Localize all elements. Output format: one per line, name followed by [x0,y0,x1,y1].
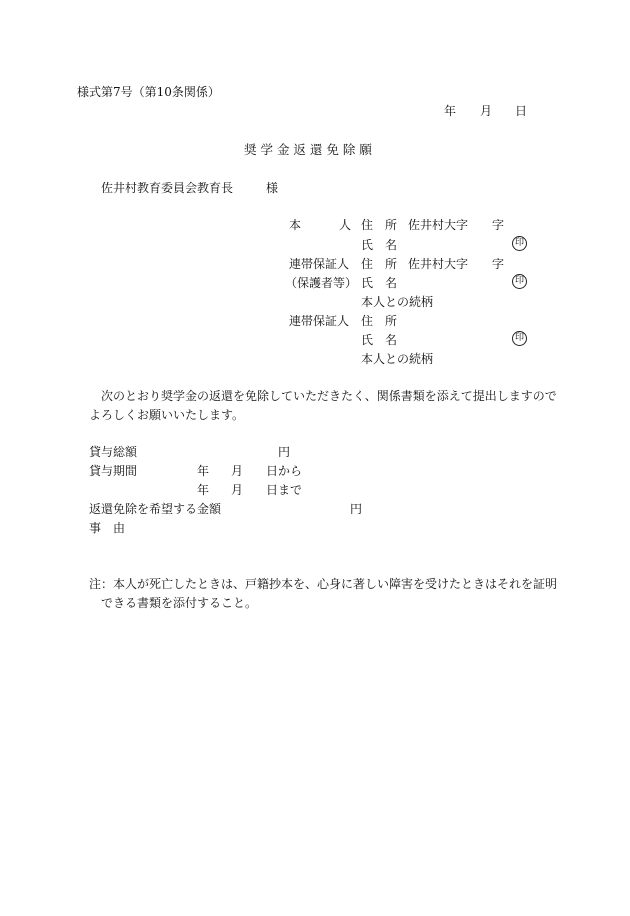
applicant-address-label: 住 所 [361,218,398,232]
exemption-amount-yen: 円 [350,502,363,516]
loan-period-label: 貸与期間 [89,464,138,478]
applicant-seal-icon: 印 [512,236,527,251]
note-line1: 注：本人が死亡したときは、戸籍抄本を、心身に著しい障害を受けたときはそれを証明 [89,577,558,591]
date-year-label: 年 [444,104,457,118]
guarantor2-address-label: 住 所 [361,314,398,328]
applicant-name-label: 氏 名 [361,238,398,252]
loan-total-label: 貸与総額 [89,445,138,459]
date-day-label: 日 [515,104,528,118]
period-to-year: 年 [197,483,210,497]
period-from-month: 月 [231,464,244,478]
period-to-month: 月 [231,483,244,497]
request-text-line1: 次のとおり奨学金の返還を免除していただきたく、関係書類を添えて提出しますので [101,389,557,403]
guarantor1-aza-label: 字 [492,257,505,271]
period-from-day: 日から [266,464,303,478]
loan-total-yen: 円 [278,445,291,459]
guarantor2-relation-label: 本人との続柄 [361,352,434,366]
request-text-line2: よろしくお願いいたします。 [89,408,245,422]
applicant-role-char1: 本 [289,218,302,232]
guarantor1-address-value: 佐井村大字 [408,257,469,271]
addressee-honorific: 様 [266,181,279,195]
guarantor1-address-label: 住 所 [361,257,398,271]
addressee-name: 佐井村教育委員会教育長 [101,181,234,195]
period-to-day: 日まで [266,483,303,497]
guarantor2-role: 連帯保証人 [289,314,350,328]
guarantor1-role: 連帯保証人 [289,257,350,271]
guarantor1-name-label: 氏 名 [361,276,398,290]
guarantor1-relation-label: 本人との続柄 [361,295,434,309]
document-title: 奨 学 金 返 還 免 除 願 [244,142,372,157]
period-from-year: 年 [197,464,210,478]
guarantor2-seal-icon: 印 [512,331,527,346]
guarantor1-role-note: （保護者等） [285,276,358,290]
guarantor2-name-label: 氏 名 [361,333,398,347]
note-line2: できる書類を添付すること。 [101,596,258,610]
applicant-address-value: 佐井村大字 [408,218,469,232]
reason-label: 事 由 [89,521,126,535]
applicant-aza-label: 字 [492,218,505,232]
exemption-amount-label: 返還免除を希望する金額 [89,502,222,516]
date-month-label: 月 [480,104,493,118]
form-number: 様式第7号（第10条関係） [77,85,220,99]
applicant-role-char2: 人 [339,218,352,232]
guarantor1-seal-icon: 印 [512,274,527,289]
